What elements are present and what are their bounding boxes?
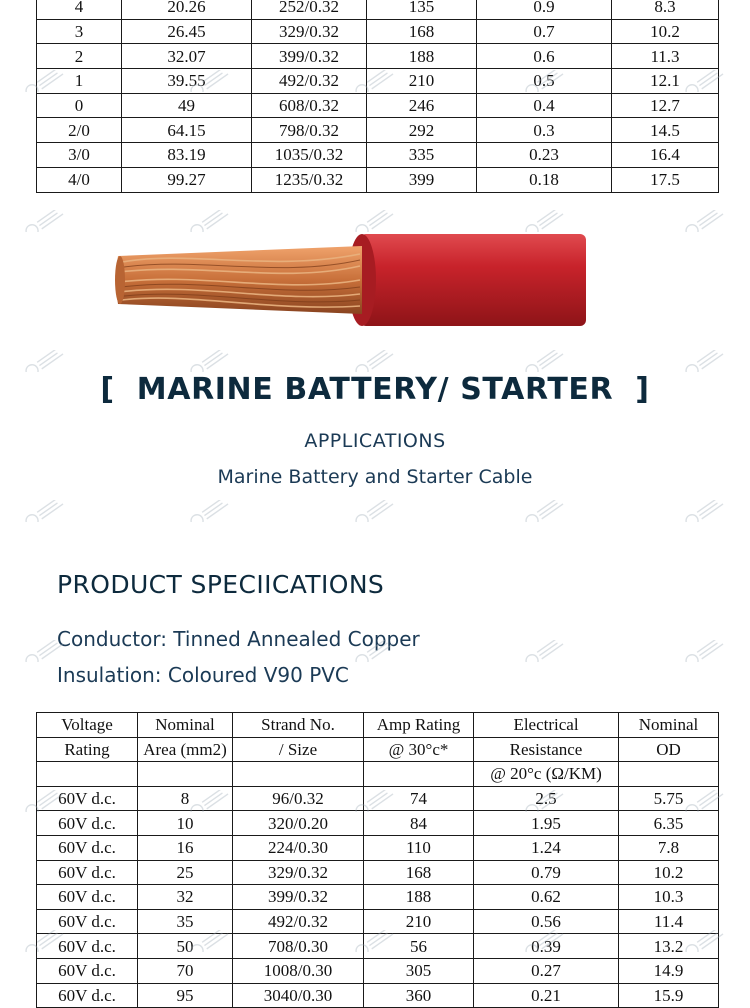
table-cell: 13.2 bbox=[619, 934, 719, 959]
table-cell: 188 bbox=[364, 885, 474, 910]
watermark-icon bbox=[680, 640, 732, 662]
watermark-icon bbox=[350, 500, 402, 522]
table-cell: Amp Rating bbox=[364, 713, 474, 738]
table-cell: 798/0.32 bbox=[252, 118, 367, 143]
spec-title: PRODUCT SPECIICATIONS bbox=[57, 570, 385, 599]
table-row bbox=[37, 811, 719, 836]
table-cell: 32.07 bbox=[122, 44, 252, 69]
table-cell: 0.27 bbox=[474, 958, 619, 983]
table-cell: 2/0 bbox=[37, 118, 122, 143]
table-row bbox=[37, 983, 719, 1008]
table-row bbox=[37, 19, 719, 44]
table-cell: 10.2 bbox=[612, 19, 719, 44]
insulation-line: Insulation: Coloured V90 PVC bbox=[57, 663, 349, 687]
table-cell: 320/0.20 bbox=[233, 811, 364, 836]
table-cell: 0.5 bbox=[477, 69, 612, 94]
watermark-icon bbox=[520, 500, 572, 522]
table-cell: 15.9 bbox=[619, 983, 719, 1008]
table-cell: 168 bbox=[364, 860, 474, 885]
table-cell: 60V d.c. bbox=[37, 885, 138, 910]
table-cell: 12.1 bbox=[612, 69, 719, 94]
table-cell: 492/0.32 bbox=[252, 69, 367, 94]
table-row bbox=[37, 69, 719, 94]
table-cell: 1008/0.30 bbox=[233, 958, 364, 983]
table-cell: 292 bbox=[367, 118, 477, 143]
table-cell: 49 bbox=[122, 93, 252, 118]
table-cell: 35 bbox=[138, 909, 233, 934]
watermark-icon bbox=[20, 500, 72, 522]
table-cell bbox=[37, 762, 138, 787]
cable-image bbox=[110, 232, 590, 328]
table-cell: 50 bbox=[138, 934, 233, 959]
heading-right-bracket: ] bbox=[635, 372, 650, 407]
table-cell: 360 bbox=[364, 983, 474, 1008]
table-cell: 608/0.32 bbox=[252, 93, 367, 118]
table-cell: 0.56 bbox=[474, 909, 619, 934]
applications-label: APPLICATIONS bbox=[304, 430, 446, 452]
table-cell: 0.79 bbox=[474, 860, 619, 885]
watermark-icon bbox=[350, 210, 402, 232]
table-cell: 708/0.30 bbox=[233, 934, 364, 959]
table-cell: 246 bbox=[367, 93, 477, 118]
table-cell: 60V d.c. bbox=[37, 786, 138, 811]
table-row bbox=[37, 909, 719, 934]
table-cell: 135 bbox=[367, 0, 477, 19]
table-cell: 0.21 bbox=[474, 983, 619, 1008]
top-table-body bbox=[37, 0, 719, 192]
table-cell: 224/0.30 bbox=[233, 835, 364, 860]
table-cell: Area (mm2) bbox=[138, 737, 233, 762]
table-cell: 0.18 bbox=[477, 167, 612, 192]
table-cell: 60V d.c. bbox=[37, 860, 138, 885]
product-heading bbox=[0, 372, 750, 407]
table-cell: 4 bbox=[37, 0, 122, 19]
table-row bbox=[37, 93, 719, 118]
table-cell: 60V d.c. bbox=[37, 983, 138, 1008]
table-cell: Nominal bbox=[138, 713, 233, 738]
table-cell bbox=[364, 762, 474, 787]
watermark-icon bbox=[185, 210, 237, 232]
table-cell: 2.5 bbox=[474, 786, 619, 811]
table-cell: 10.3 bbox=[619, 885, 719, 910]
table-cell: Electrical bbox=[474, 713, 619, 738]
table-cell: 99.27 bbox=[122, 167, 252, 192]
table-cell: 4/0 bbox=[37, 167, 122, 192]
table-cell: 60V d.c. bbox=[37, 835, 138, 860]
table-cell: 60V d.c. bbox=[37, 958, 138, 983]
watermark-icon bbox=[350, 350, 402, 372]
table-row bbox=[37, 44, 719, 69]
heading-text: MARINE BATTERY/ STARTER bbox=[136, 372, 614, 407]
table-cell: 20.26 bbox=[122, 0, 252, 19]
table-cell: 14.9 bbox=[619, 958, 719, 983]
watermark-icon bbox=[680, 350, 732, 372]
table-cell: 11.3 bbox=[612, 44, 719, 69]
table-cell: 16.4 bbox=[612, 143, 719, 168]
table-cell: 0.3 bbox=[477, 118, 612, 143]
table-row bbox=[37, 835, 719, 860]
table-cell: 2 bbox=[37, 44, 122, 69]
watermark-icon bbox=[520, 350, 572, 372]
table-cell: 210 bbox=[367, 69, 477, 94]
watermark-icon bbox=[185, 350, 237, 372]
watermark-icon bbox=[680, 210, 732, 232]
table-cell: 10.2 bbox=[619, 860, 719, 885]
table-cell: 25 bbox=[138, 860, 233, 885]
table-cell: 0.6 bbox=[477, 44, 612, 69]
table-cell: 5.75 bbox=[619, 786, 719, 811]
table-header-row bbox=[37, 762, 719, 787]
heading-left-bracket: [ bbox=[100, 372, 115, 407]
table-cell: 7.8 bbox=[619, 835, 719, 860]
table-cell: 96/0.32 bbox=[233, 786, 364, 811]
table-cell: 1.24 bbox=[474, 835, 619, 860]
table-cell: 188 bbox=[367, 44, 477, 69]
table-cell: 64.15 bbox=[122, 118, 252, 143]
table-cell: 10 bbox=[138, 811, 233, 836]
table-cell: 0.23 bbox=[477, 143, 612, 168]
table-cell bbox=[619, 762, 719, 787]
table-cell: Strand No. bbox=[233, 713, 364, 738]
watermark-icon bbox=[20, 350, 72, 372]
applications-text: Marine Battery and Starter Cable bbox=[217, 466, 533, 488]
table-cell: Voltage bbox=[37, 713, 138, 738]
table-row bbox=[37, 167, 719, 192]
table-row bbox=[37, 786, 719, 811]
table-cell: 0.62 bbox=[474, 885, 619, 910]
table-cell: 1035/0.32 bbox=[252, 143, 367, 168]
table-cell: 70 bbox=[138, 958, 233, 983]
table-cell bbox=[233, 762, 364, 787]
watermark-icon bbox=[520, 210, 572, 232]
watermark-icon bbox=[20, 210, 72, 232]
table-cell: 84 bbox=[364, 811, 474, 836]
table-row bbox=[37, 143, 719, 168]
table-cell: 3/0 bbox=[37, 143, 122, 168]
table-cell: 329/0.32 bbox=[233, 860, 364, 885]
table-cell: 3 bbox=[37, 19, 122, 44]
table-cell: Resistance bbox=[474, 737, 619, 762]
table-cell: 6.35 bbox=[619, 811, 719, 836]
table-cell: Rating bbox=[37, 737, 138, 762]
table-cell: 168 bbox=[367, 19, 477, 44]
table-cell: 1 bbox=[37, 69, 122, 94]
table-row bbox=[37, 0, 719, 19]
table-cell: 252/0.32 bbox=[252, 0, 367, 19]
table-cell: 60V d.c. bbox=[37, 811, 138, 836]
table-cell: Nominal bbox=[619, 713, 719, 738]
table-cell bbox=[138, 762, 233, 787]
table-row bbox=[37, 934, 719, 959]
table-cell: 1235/0.32 bbox=[252, 167, 367, 192]
table-cell: 399/0.32 bbox=[233, 885, 364, 910]
table-cell: 74 bbox=[364, 786, 474, 811]
table-cell: 329/0.32 bbox=[252, 19, 367, 44]
table-cell: 0.4 bbox=[477, 93, 612, 118]
watermark-icon bbox=[185, 500, 237, 522]
bottom-spec-table bbox=[36, 712, 719, 1008]
table-cell: 14.5 bbox=[612, 118, 719, 143]
watermark-icon bbox=[520, 640, 572, 662]
table-cell: 32 bbox=[138, 885, 233, 910]
table-row bbox=[37, 958, 719, 983]
table-cell: 0.39 bbox=[474, 934, 619, 959]
table-cell: 492/0.32 bbox=[233, 909, 364, 934]
table-cell: 305 bbox=[364, 958, 474, 983]
table-cell: 17.5 bbox=[612, 167, 719, 192]
table-row bbox=[37, 860, 719, 885]
table-cell: 399/0.32 bbox=[252, 44, 367, 69]
table-cell: 83.19 bbox=[122, 143, 252, 168]
table-cell: 8 bbox=[138, 786, 233, 811]
table-header-row bbox=[37, 737, 719, 762]
table-cell: 39.55 bbox=[122, 69, 252, 94]
table-cell: 60V d.c. bbox=[37, 909, 138, 934]
table-cell: / Size bbox=[233, 737, 364, 762]
table-cell: 12.7 bbox=[612, 93, 719, 118]
table-cell: 210 bbox=[364, 909, 474, 934]
table-header-row bbox=[37, 713, 719, 738]
table-cell: 0 bbox=[37, 93, 122, 118]
bottom-table-body bbox=[37, 713, 719, 1008]
table-cell: 399 bbox=[367, 167, 477, 192]
table-cell: 335 bbox=[367, 143, 477, 168]
table-cell: 0.7 bbox=[477, 19, 612, 44]
table-cell: 26.45 bbox=[122, 19, 252, 44]
top-spec-table bbox=[36, 0, 719, 193]
table-cell: 110 bbox=[364, 835, 474, 860]
table-cell: OD bbox=[619, 737, 719, 762]
table-row bbox=[37, 118, 719, 143]
table-cell: 3040/0.30 bbox=[233, 983, 364, 1008]
table-cell: 8.3 bbox=[612, 0, 719, 19]
table-cell: 60V d.c. bbox=[37, 934, 138, 959]
table-cell: @ 30°c* bbox=[364, 737, 474, 762]
table-cell: 0.9 bbox=[477, 0, 612, 19]
table-cell: 16 bbox=[138, 835, 233, 860]
watermark-icon bbox=[680, 500, 732, 522]
table-cell: @ 20°c (Ω/KM) bbox=[474, 762, 619, 787]
table-row bbox=[37, 885, 719, 910]
conductor-line: Conductor: Tinned Annealed Copper bbox=[57, 627, 420, 651]
table-cell: 11.4 bbox=[619, 909, 719, 934]
table-cell: 56 bbox=[364, 934, 474, 959]
table-cell: 1.95 bbox=[474, 811, 619, 836]
table-cell: 95 bbox=[138, 983, 233, 1008]
